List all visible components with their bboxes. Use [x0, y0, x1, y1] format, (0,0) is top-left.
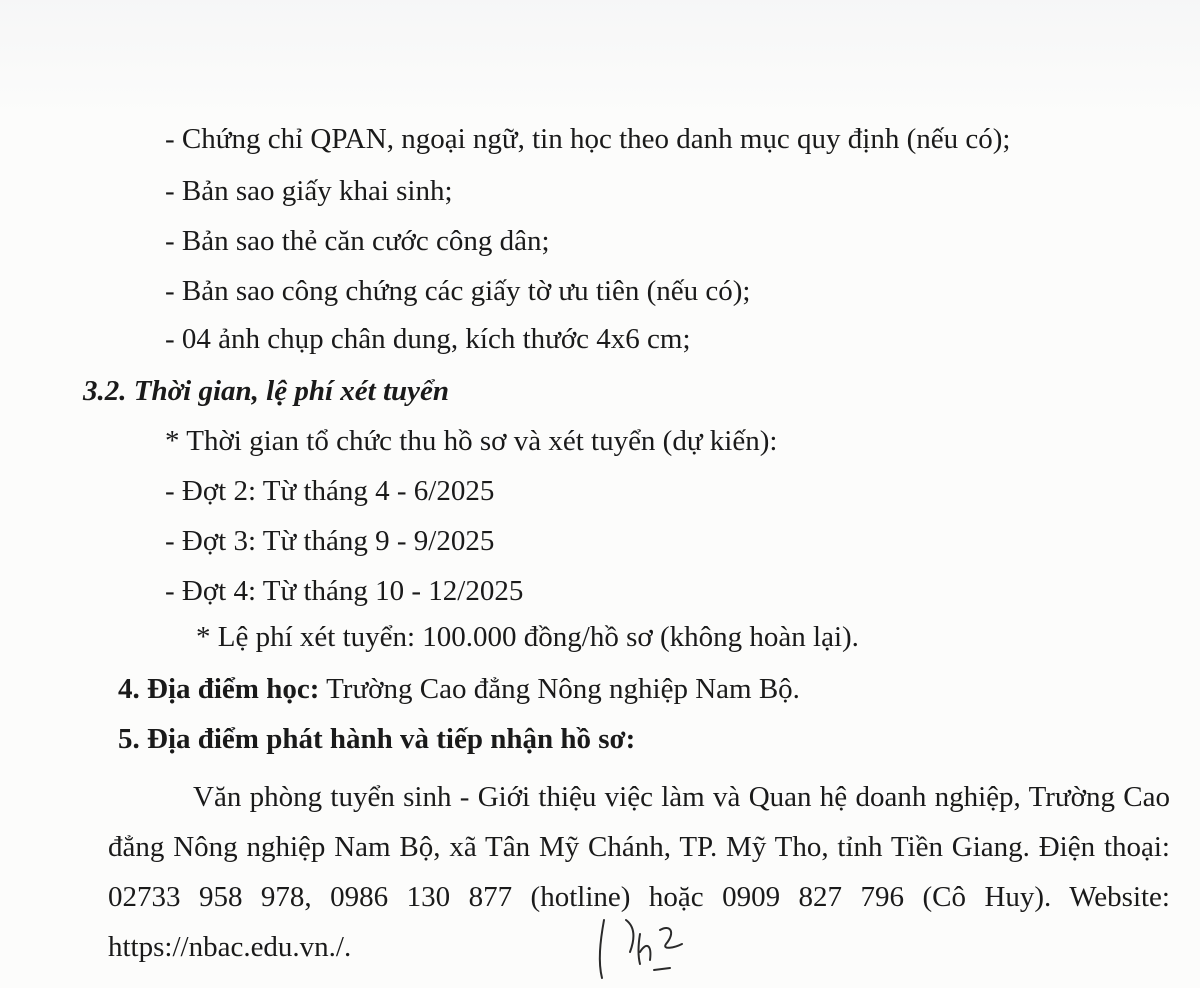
section-4-label: 4. Địa điểm học: [118, 673, 320, 705]
requirement-portrait-photos: - 04 ảnh chụp chân dung, kích thước 4x6 cm; [165, 323, 691, 355]
round-4: - Đợt 4: Từ tháng 10 - 12/2025 [165, 575, 524, 607]
round-3: - Đợt 3: Từ tháng 9 - 9/2025 [165, 525, 495, 557]
admission-fee: * Lệ phí xét tuyển: 100.000 đồng/hồ sơ (không hoàn lại). [196, 621, 859, 653]
requirement-birth-certificate: - Bản sao giấy khai sinh; [165, 175, 453, 207]
section-5-paragraph: Văn phòng tuyển sinh - Giới thiệu việc làm và Quan hệ doanh nghiệp, Trường Cao đẳng Nông nghiệp Nam Bộ, xã Tân Mỹ Chánh, TP. Mỹ Tho, tỉnh Tiền Giang. Điện thoại: 02733 958 978, 0986 130 877 (hotline) hoặc 0909 827 796 (Cô Huy). Website: https://nbac.edu.vn./. [108, 781, 1170, 963]
requirement-id-card: - Bản sao thẻ căn cước công dân; [165, 225, 550, 257]
handwritten-signature [590, 912, 700, 982]
section-4-line [118, 672, 800, 706]
section-5-heading: 5. Địa điểm phát hành và tiếp nhận hồ sơ: [118, 723, 636, 755]
requirement-certificates: - Chứng chỉ QPAN, ngoại ngữ, tin học theo danh mục quy định (nếu có); [165, 123, 1011, 155]
section-3-2-heading: 3.2. Thời gian, lệ phí xét tuyển [83, 375, 449, 407]
section-4-value: Trường Cao đẳng Nông nghiệp Nam Bộ. [319, 673, 800, 705]
requirement-priority-documents: - Bản sao công chứng các giấy tờ ưu tiên (nếu có); [165, 275, 751, 307]
time-intro: * Thời gian tổ chức thu hồ sơ và xét tuyển (dự kiến): [165, 425, 778, 457]
round-2: - Đợt 2: Từ tháng 4 - 6/2025 [165, 475, 495, 507]
